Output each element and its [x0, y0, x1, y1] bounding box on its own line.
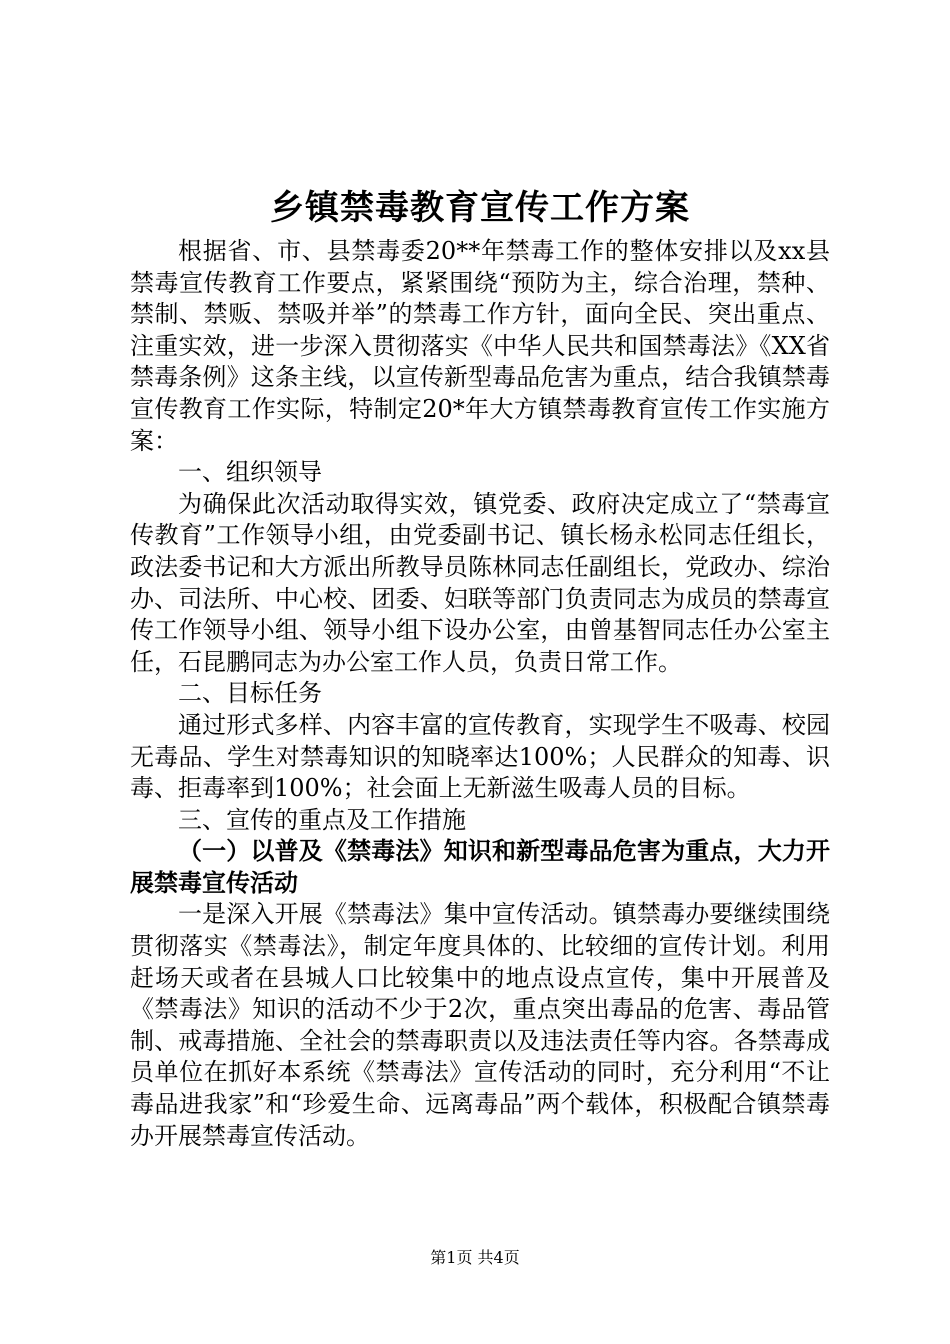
document-body — [130, 182, 830, 1152]
document-title: 乡镇禁毒教育宣传工作方案 — [270, 188, 690, 228]
section-paragraph-organization: 为确保此次活动取得实效，镇党委、政府决定成立了“禁毒宣传教育”工作领导小组，由党委副书记、镇长杨永松同志任组长，政法委书记和大方派出所教导员陈林同志任副组长，党政办、综治办、司法所、中心校、团委、妇联等部门负责同志为成员的禁毒宣传工作领导小组、领导小组下设办公室，由曾基智同志任办公室主任，石昆鹏同志为办公室工作人员，负责日常工作。 — [130, 489, 830, 676]
section-heading-goals: 二、目标任务 — [178, 679, 322, 708]
subsection-heading-publicity: （一）以普及《禁毒法》知识和新型毒品危害为重点，大力开展禁毒宣传活动 — [130, 837, 830, 897]
page-number-footer: 第1页 共4页 — [430, 1248, 520, 1267]
intro-paragraph: 根据省、市、县禁毒委20**年禁毒工作的整体安排以及xx县禁毒宣传教育工作要点，紧紧围绕“预防为主，综合治理，禁种、禁制、禁贩、禁吸并举”的禁毒工作方针，面向全民、突出重点、注重实效，进一步深入贯彻落实《中华人民共和国禁毒法》《XX省禁毒条例》这条主线，以宣传新型毒品危害为重点，结合我镇禁毒宣传教育工作实际，特制定20*年大方镇禁毒教育宣传工作实施方案： — [130, 237, 830, 455]
section-heading-organization: 一、组织领导 — [178, 458, 322, 487]
subsection-paragraph-publicity: 一是深入开展《禁毒法》集中宣传活动。镇禁毒办要继续围绕贯彻落实《禁毒法》，制定年度具体的、比较细的宣传计划。利用赶场天或者在县城人口比较集中的地点设点宣传，集中开展普及《禁毒法》知识的活动不少于2次，重点突出毒品的危害、毒品管制、戒毒措施、全社会的禁毒职责以及违法责任等内容。各禁毒成员单位在抓好本系统《禁毒法》宣传活动的同时，充分利用“不让毒品进我家”和“珍爱生命、远离毒品”两个载体，积极配合镇禁毒办开展禁毒宣传活动。 — [130, 900, 830, 1150]
section-paragraph-goals: 通过形式多样、内容丰富的宣传教育，实现学生不吸毒、校园无毒品、学生对禁毒知识的知晓率达100%；人民群众的知毒、识毒、拒毒率到100%；社会面上无新滋生吸毒人员的目标。 — [130, 710, 830, 803]
section-heading-measures: 三、宣传的重点及工作措施 — [178, 805, 466, 834]
